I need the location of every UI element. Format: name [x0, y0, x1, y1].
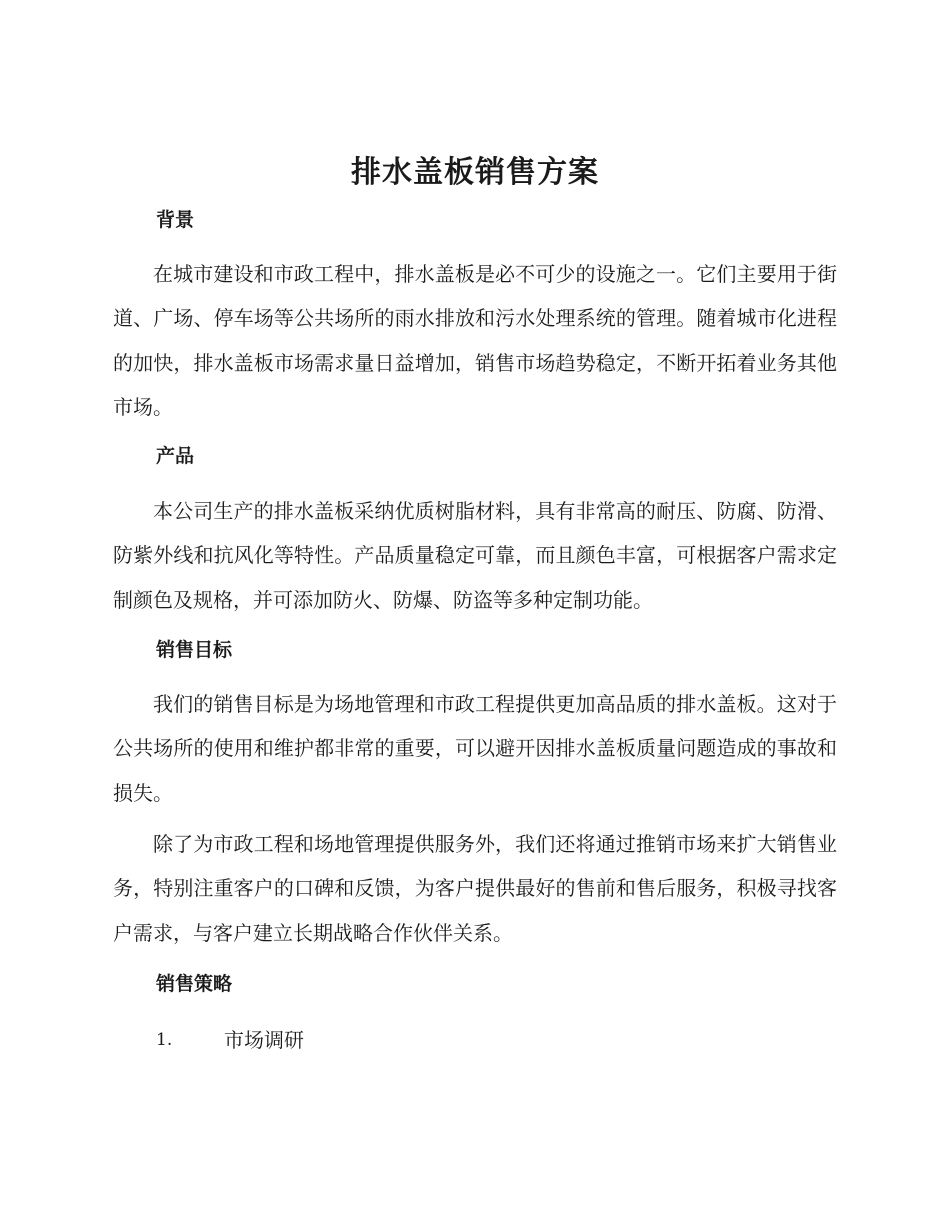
product-paragraph: 本公司生产的排水盖板采纳优质树脂材料，具有非常高的耐压、防腐、防滑、防紫外线和抗风化等特性。产品质量稳定可靠，而且颜色丰富，可根据客户需求定制颜色及规格，并可添加防火、防爆、防盗等多种定制功能。	[113, 499, 837, 612]
section-heading-sales-strategy: 销售策略	[156, 973, 233, 995]
list-item-text: 市场调研	[224, 1028, 304, 1052]
section-heading-background: 背景	[156, 209, 195, 231]
list-item-number: 1.	[156, 1030, 173, 1050]
document-title: 排水盖板销售方案	[351, 155, 599, 190]
background-paragraph: 在城市建设和市政工程中，排水盖板是必不可少的设施之一。它们主要用于街道、广场、停车场等公共场所的雨水排放和污水处理系统的管理。随着城市化进程的加快，排水盖板市场需求量日益增加，销售市场趋势稳定，不断开拓着业务其他市场。	[113, 262, 837, 420]
section-heading-sales-goal: 销售目标	[156, 639, 233, 661]
sales-goal-paragraph-1: 我们的销售目标是为场地管理和市政工程提供更加高品质的排水盖板。这对于公共场所的使用和维护都非常的重要，可以避开因排水盖板质量问题造成的事故和损失。	[113, 692, 837, 805]
section-heading-product: 产品	[156, 445, 195, 467]
sales-goal-paragraph-2: 除了为市政工程和场地管理提供服务外，我们还将通过推销市场来扩大销售业务，特别注重客户的口碑和反馈，为客户提供最好的售前和售后服务，积极寻找客户需求，与客户建立长期战略合作伙伴关系。	[113, 832, 837, 945]
